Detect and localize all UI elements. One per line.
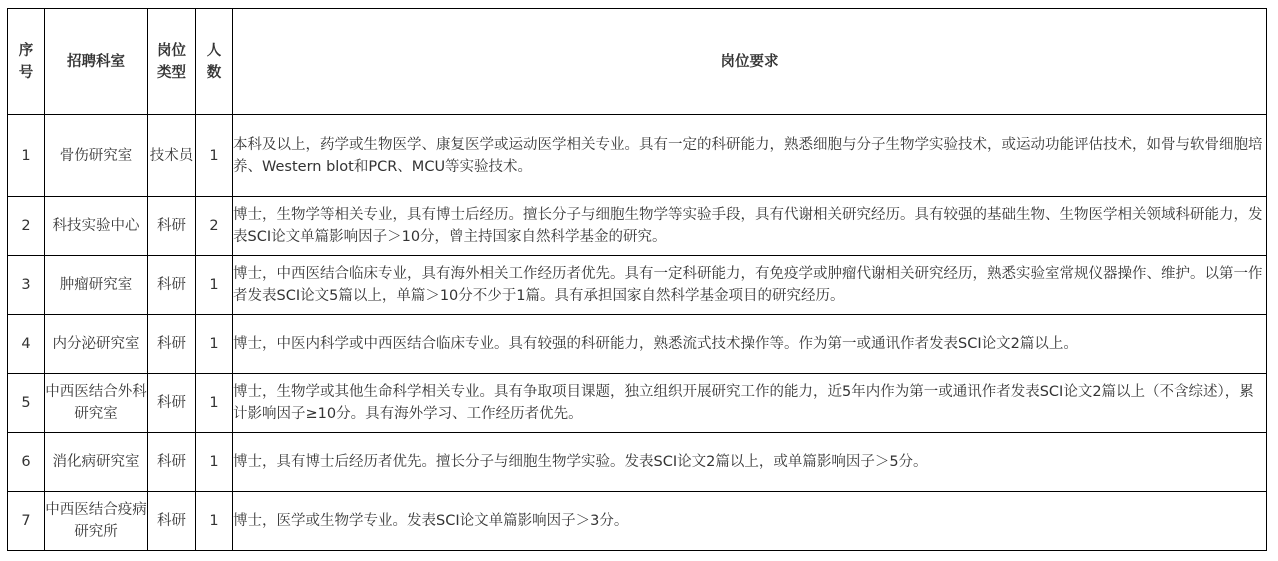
- cell-post-type: 科研: [148, 197, 196, 256]
- table-row: [8, 433, 1267, 492]
- cell-post-type: 科研: [148, 433, 196, 492]
- cell-count: 2: [196, 197, 233, 256]
- table-row: [8, 115, 1267, 197]
- cell-department: 中西医结合疫病研究所: [45, 492, 148, 551]
- cell-post-type: 科研: [148, 256, 196, 315]
- cell-index: 2: [8, 197, 45, 256]
- cell-count: 1: [196, 374, 233, 433]
- table-row: [8, 374, 1267, 433]
- header-index: 序号: [8, 9, 45, 115]
- cell-count: 1: [196, 492, 233, 551]
- table-row: [8, 256, 1267, 315]
- cell-department: 消化病研究室: [45, 433, 148, 492]
- cell-requirements: 博士，具有博士后经历者优先。擅长分子与细胞生物学实验。发表SCI论文2篇以上，或单篇影响因子＞5分。: [233, 433, 1267, 492]
- cell-department: 骨伤研究室: [45, 115, 148, 197]
- cell-count: 1: [196, 115, 233, 197]
- table-row: [8, 197, 1267, 256]
- cell-post-type: 科研: [148, 492, 196, 551]
- cell-count: 1: [196, 433, 233, 492]
- table-row: [8, 492, 1267, 551]
- cell-post-type: 技术员: [148, 115, 196, 197]
- cell-index: 5: [8, 374, 45, 433]
- cell-index: 1: [8, 115, 45, 197]
- table-header-row: [8, 9, 1267, 115]
- header-requirements: 岗位要求: [233, 9, 1267, 115]
- header-department: 招聘科室: [45, 9, 148, 115]
- cell-requirements: 博士，生物学或其他生命科学相关专业。具有争取项目课题，独立组织开展研究工作的能力，近5年内作为第一或通讯作者发表SCI论文2篇以上（不含综述），累计影响因子≥10分。具有海外学习、工作经历者优先。: [233, 374, 1267, 433]
- cell-index: 4: [8, 315, 45, 374]
- cell-department: 内分泌研究室: [45, 315, 148, 374]
- header-post-type: 岗位类型: [148, 9, 196, 115]
- cell-requirements: 博士，中西医结合临床专业，具有海外相关工作经历者优先。具有一定科研能力，有免疫学或肿瘤代谢相关研究经历，熟悉实验室常规仪器操作、维护。以第一作者发表SCI论文5篇以上，单篇＞10分不少于1篇。具有承担国家自然科学基金项目的研究经历。: [233, 256, 1267, 315]
- cell-requirements: 博士，医学或生物学专业。发表SCI论文单篇影响因子＞3分。: [233, 492, 1267, 551]
- cell-post-type: 科研: [148, 315, 196, 374]
- recruitment-table: [7, 8, 1267, 551]
- cell-requirements: 博士，中医内科学或中西医结合临床专业。具有较强的科研能力，熟悉流式技术操作等。作为第一或通讯作者发表SCI论文2篇以上。: [233, 315, 1267, 374]
- cell-count: 1: [196, 256, 233, 315]
- cell-department: 肿瘤研究室: [45, 256, 148, 315]
- cell-requirements: 本科及以上，药学或生物医学、康复医学或运动医学相关专业。具有一定的科研能力，熟悉细胞与分子生物学实验技术，或运动功能评估技术，如骨与软骨细胞培养、Western blot和PCR、MCU等实验技术。: [233, 115, 1267, 197]
- cell-count: 1: [196, 315, 233, 374]
- cell-post-type: 科研: [148, 374, 196, 433]
- header-count: 人数: [196, 9, 233, 115]
- cell-requirements: 博士，生物学等相关专业，具有博士后经历。擅长分子与细胞生物学等实验手段，具有代谢相关研究经历。具有较强的基础生物、生物医学相关领域科研能力，发表SCI论文单篇影响因子＞10分，曾主持国家自然科学基金的研究。: [233, 197, 1267, 256]
- cell-index: 6: [8, 433, 45, 492]
- cell-index: 3: [8, 256, 45, 315]
- cell-department: 科技实验中心: [45, 197, 148, 256]
- cell-index: 7: [8, 492, 45, 551]
- table-row: [8, 315, 1267, 374]
- cell-department: 中西医结合外科研究室: [45, 374, 148, 433]
